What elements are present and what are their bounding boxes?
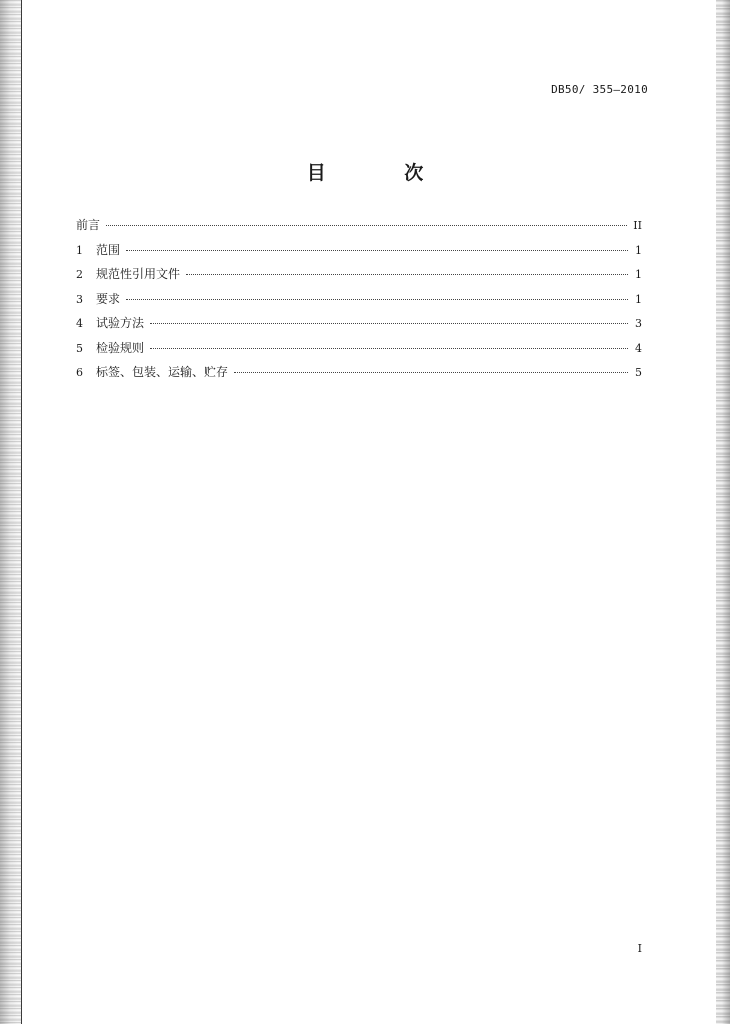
scan-right-edge <box>716 0 730 1024</box>
toc-entry-number: 5 <box>76 341 83 355</box>
page-number: I <box>637 942 642 955</box>
dot-leader <box>106 225 627 226</box>
toc-entry-scope[interactable] <box>76 241 642 266</box>
dot-leader <box>150 348 628 349</box>
standard-number: DB50/ 355—2010 <box>551 83 648 96</box>
dot-leader <box>150 323 628 324</box>
toc-entry-labeling-packaging[interactable] <box>76 363 642 388</box>
toc-entry-foreword[interactable] <box>76 216 642 241</box>
toc-entry-title: 试验方法 <box>96 316 145 330</box>
toc-entry-page: 4 <box>635 341 642 355</box>
toc-entry-title: 前言 <box>76 218 101 232</box>
scan-left-edge <box>0 0 22 1024</box>
toc-entry-page: 3 <box>635 317 642 330</box>
dot-leader <box>186 274 628 275</box>
toc-entry-number: 2 <box>76 268 83 281</box>
toc-entry-page: 1 <box>635 268 642 281</box>
table-of-contents <box>76 216 642 388</box>
toc-entry-page: II <box>633 219 642 232</box>
toc-entry-number: 3 <box>76 292 83 306</box>
toc-entry-title: 检验规则 <box>96 340 145 355</box>
toc-entry-title: 规范性引用文件 <box>96 267 181 281</box>
toc-title: 目 次 <box>306 162 460 184</box>
toc-entry-title: 标签、包装、运输、贮存 <box>96 365 229 379</box>
toc-entry-page: 5 <box>635 366 642 379</box>
dot-leader <box>126 250 628 251</box>
toc-entry-test-methods[interactable] <box>76 314 642 339</box>
toc-entry-page: 1 <box>635 292 642 306</box>
toc-entry-number: 1 <box>76 243 83 257</box>
toc-entry-inspection-rules[interactable] <box>76 339 642 364</box>
toc-entry-requirements[interactable] <box>76 290 642 315</box>
toc-entry-page: 1 <box>635 243 642 257</box>
toc-entry-normative-references[interactable] <box>76 265 642 290</box>
toc-entry-number: 4 <box>76 317 83 330</box>
toc-entry-number: 6 <box>76 366 83 379</box>
toc-entry-title: 范围 <box>96 242 121 257</box>
dot-leader <box>126 299 628 300</box>
dot-leader <box>234 372 628 373</box>
toc-entry-title: 要求 <box>96 291 121 306</box>
